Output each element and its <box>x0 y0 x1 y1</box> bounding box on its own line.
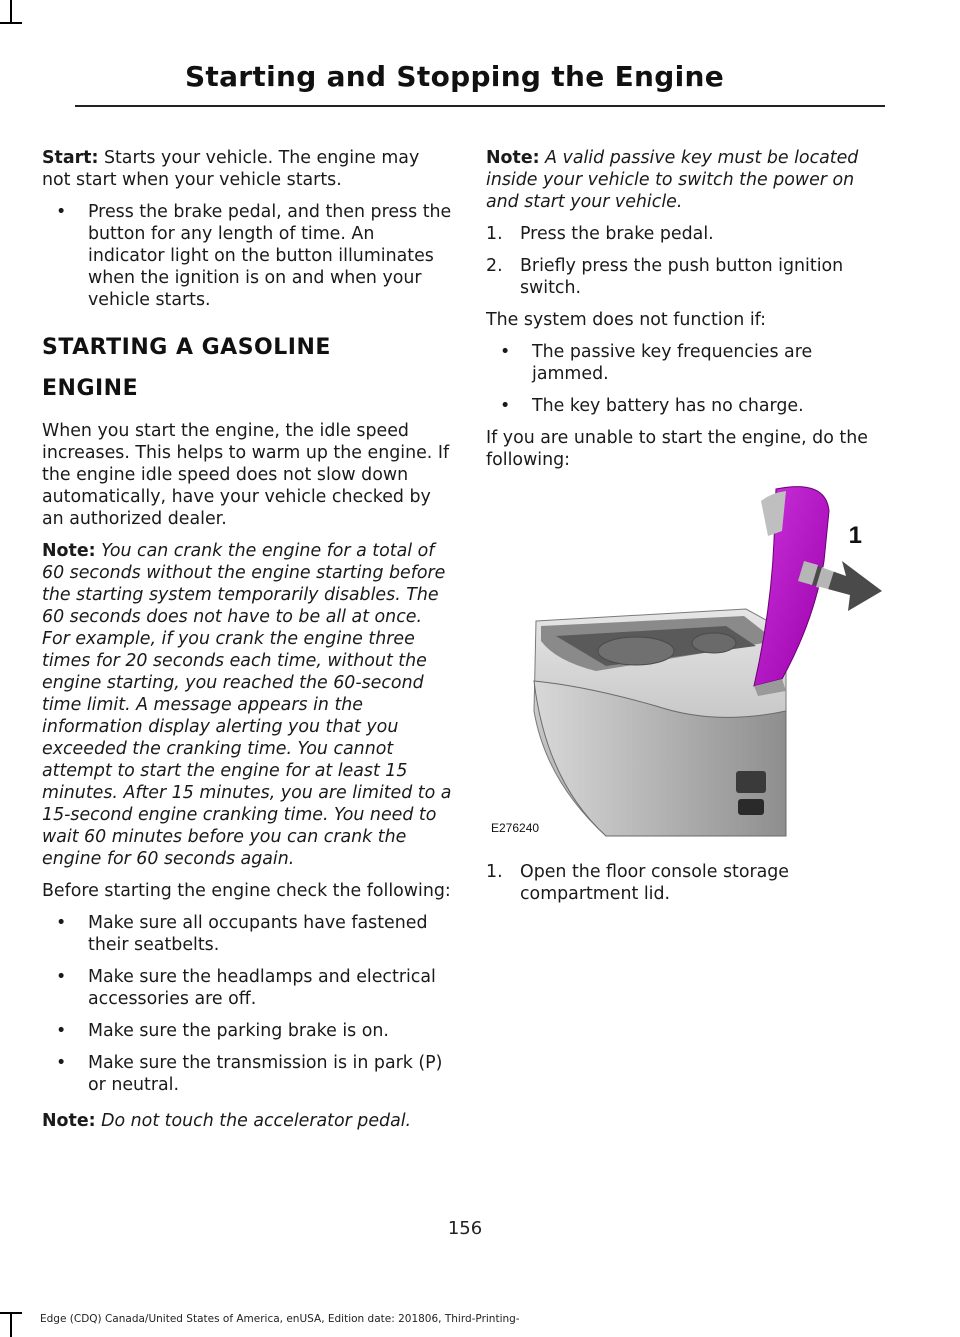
list-item <box>42 201 452 311</box>
checklist-text: Make sure the parking brake is on. <box>88 1021 389 1041</box>
crop-mark <box>0 22 22 24</box>
note-text: Do not touch the accelerator pedal. <box>95 1111 412 1131</box>
checklist-text: Make sure all occupants have fastened their seatbelts. <box>88 913 428 955</box>
bullet-icon: • <box>500 396 511 416</box>
bullet-icon: • <box>56 202 67 222</box>
list-item <box>42 912 452 956</box>
step-text: Open the floor console storage compartment lid. <box>520 862 790 904</box>
before-paragraph: Before starting the engine check the following: <box>42 881 451 901</box>
start-text: Starts your vehicle. The engine may not start when your vehicle starts. <box>42 148 420 190</box>
page-number: 156 <box>447 1218 483 1239</box>
list-item <box>486 395 884 417</box>
bullet-icon: • <box>56 913 67 933</box>
note-label: Note: <box>42 541 96 561</box>
console-illustration <box>486 481 884 847</box>
crop-mark <box>10 0 12 22</box>
page-title: Starting and Stopping the Engine <box>184 60 724 93</box>
step-text: Press the brake pedal. <box>520 224 714 244</box>
start-bullet-text: Press the brake pedal, and then press the button for any length of time. An indicator light on the button illuminates when the ignition is on and when your vehicle starts. <box>88 202 452 310</box>
crop-mark <box>10 1312 12 1337</box>
bullet-icon: • <box>56 1021 67 1041</box>
list-item <box>42 1052 452 1096</box>
note-text: You can crank the engine for a total of 60 seconds without the engine starting before the starting system temporarily disables. The 60 seconds does not have to be all at once. For example, if you crank the engine three times for 20 seconds each time, without the engine starting, you reached the 60-second time limit. A message appears in the information display alerting you that you exceeded the cranking time. You cannot attempt to start the engine for at least 15 minutes. After 15 minutes, you are limited to a 15-second engine cranking time. You need to wait 60 minutes before you can crank the engine for 60 seconds again. <box>42 541 452 869</box>
crop-mark <box>0 1312 22 1314</box>
console-drawing <box>486 481 884 847</box>
list-item <box>486 341 884 385</box>
step-number: 1. <box>486 224 503 244</box>
bullet-icon: • <box>500 342 511 362</box>
step-item <box>486 223 884 245</box>
note-label: Note: <box>486 148 540 168</box>
checklist-text: Make sure the headlamps and electrical accessories are off. <box>88 967 436 1009</box>
accelerator-note <box>42 1110 452 1132</box>
left-column <box>42 147 452 1142</box>
step-item <box>486 255 884 299</box>
start-label: Start: <box>42 148 99 168</box>
figure-code: E276240 <box>491 821 540 835</box>
passive-key-note <box>486 147 884 213</box>
system-paragraph: The system does not function if: <box>486 310 767 330</box>
list-item <box>42 1020 452 1042</box>
footer-text: Edge (CDQ) Canada/United States of America, enUSA, Edition date: 201806, Third-Printing- <box>40 1313 520 1325</box>
step-item <box>486 861 884 905</box>
list-item <box>42 966 452 1010</box>
bullet-icon: • <box>56 1053 67 1073</box>
right-column <box>486 147 884 915</box>
section-heading <box>42 333 452 404</box>
checklist-text: Make sure the transmission is in park (P) or neutral. <box>88 1053 443 1095</box>
condition-text: The key battery has no charge. <box>532 396 804 416</box>
callout-label: 1 <box>848 522 862 549</box>
heading-line-2: ENGINE <box>42 376 139 401</box>
crank-note <box>42 540 452 870</box>
condition-text: The passive key frequencies are jammed. <box>532 342 813 384</box>
unable-paragraph: If you are unable to start the engine, do the following: <box>486 428 868 470</box>
step-number: 2. <box>486 256 503 276</box>
idle-paragraph: When you start the engine, the idle speed increases. This helps to warm up the engine. If the engine idle speed does not slow down automatically, have your vehicle checked by an authorized dealer. <box>42 421 450 529</box>
heading-line-1: STARTING A GASOLINE <box>42 335 331 360</box>
note-label: Note: <box>42 1111 96 1131</box>
note-text: A valid passive key must be located inside your vehicle to switch the power on and start your vehicle. <box>486 148 859 212</box>
title-rule <box>75 105 885 107</box>
bullet-icon: • <box>56 967 67 987</box>
step-text: Briefly press the push button ignition switch. <box>520 256 844 298</box>
step-number: 1. <box>486 862 503 882</box>
start-paragraph <box>42 147 452 191</box>
